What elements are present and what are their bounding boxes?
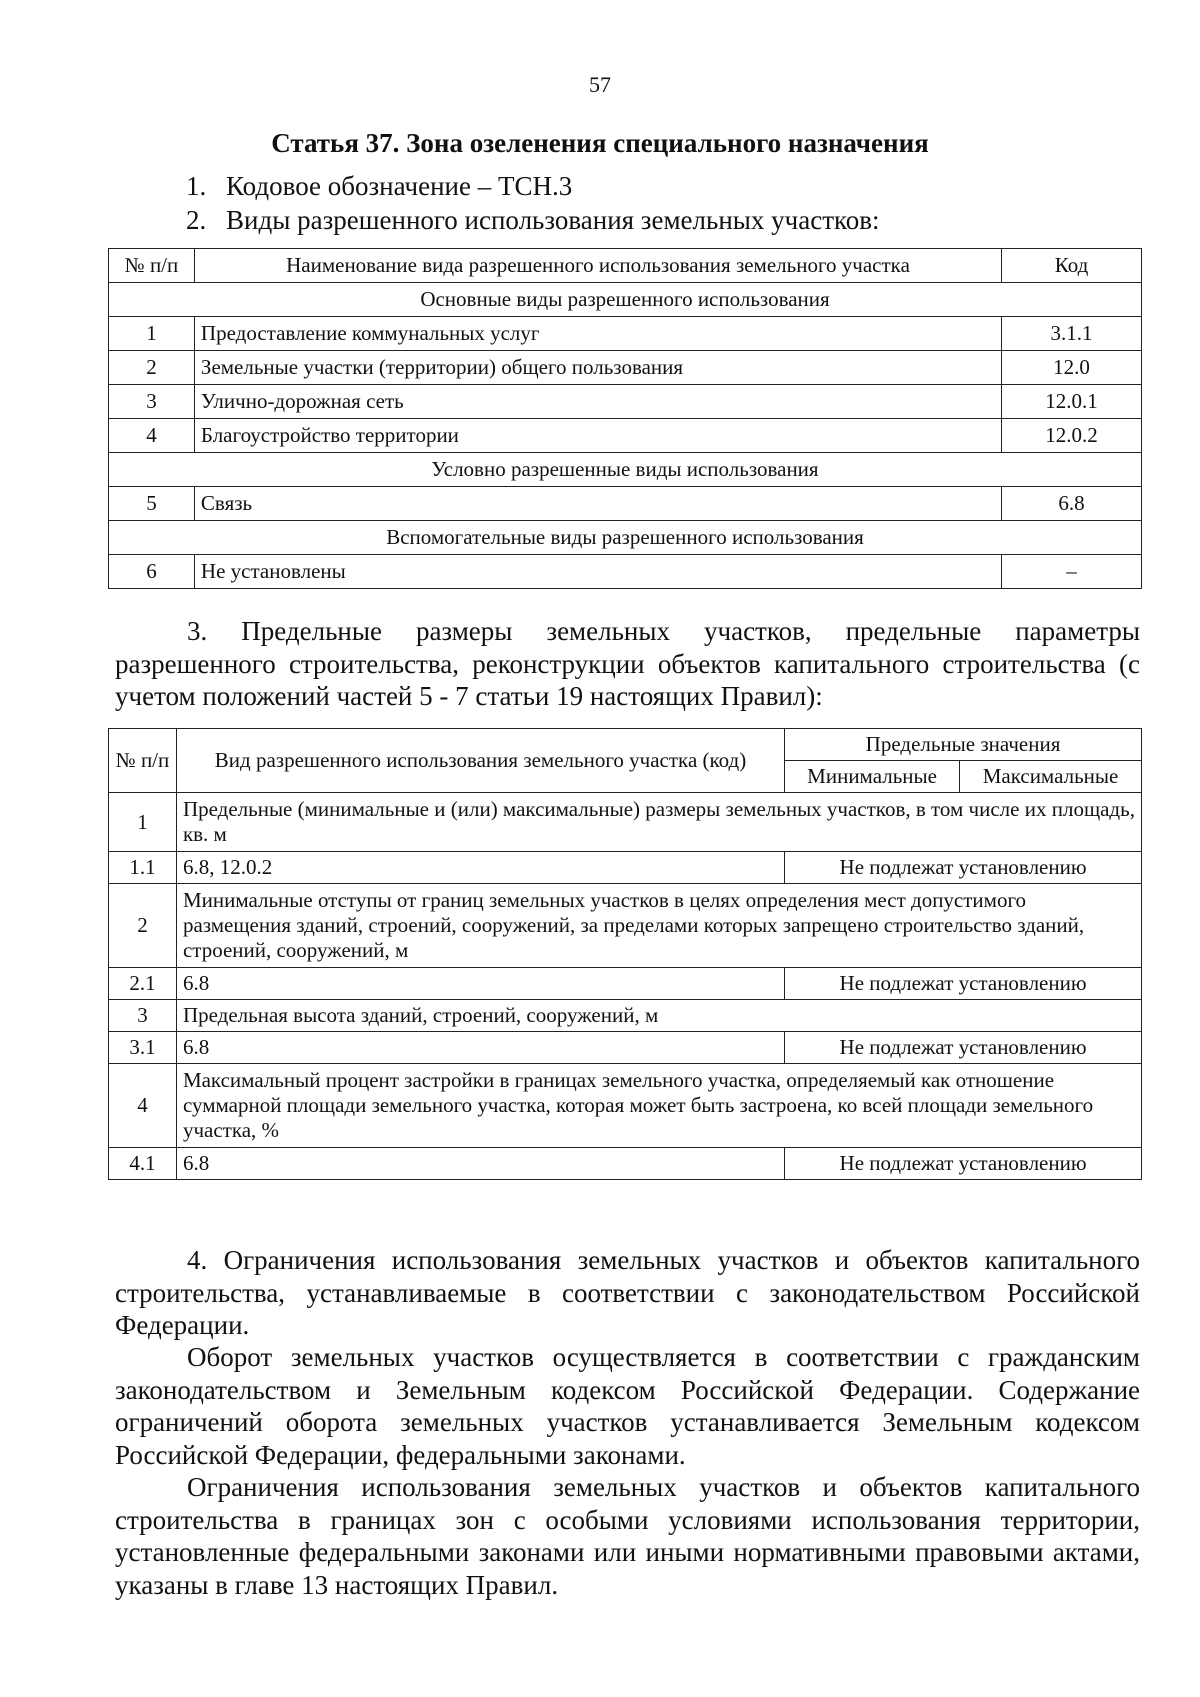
use-code: 12.0.1 [1002, 385, 1142, 419]
header-maximum: Максимальные [960, 761, 1142, 793]
table-row [109, 317, 1142, 351]
use-code: 3.1.1 [1002, 317, 1142, 351]
item-limits-paragraph: 3. Предельные размеры земельных участков, предельные параметры разрешенного строительства, реконструкции объектов капитального строительства (с учетом положений частей 5 - 7 статьи 19 настоящих Правил): [115, 616, 1140, 711]
row-number: 4 [109, 419, 195, 453]
limit-value: Не подлежат установлению [785, 968, 1142, 1000]
header-cell: Код [1002, 249, 1142, 283]
limits-table [108, 728, 1142, 1180]
use-name: Предоставление коммунальных услуг [194, 317, 1001, 351]
item-restrictions-paragraph: 4. Ограничения использования земельных участков и объектов капитального строительства, устанавливаемые в соответствии с законодательством Российской Федерации. [115, 1245, 1140, 1340]
table-row [109, 793, 1142, 852]
table-row [109, 419, 1142, 453]
row-number: 1 [109, 793, 177, 852]
item-text: Виды разрешенного использования земельных участков: [226, 205, 880, 235]
row-number: 3 [109, 385, 195, 419]
parameter-description: Минимальные отступы от границ земельных участков в целях определения мест допустимого размещения зданий, строений, сооружений, за пределами которых запрещено строительство зданий, строений, сооружений, м [176, 884, 1141, 968]
row-number: 1 [109, 317, 195, 351]
use-code: 6.8 [176, 968, 784, 1000]
header-num: № п/п [109, 729, 177, 793]
use-code: 6.8, 12.0.2 [176, 852, 784, 884]
section-conditional-label: Условно разрешенные виды использования [109, 453, 1142, 487]
zones-restrictions-paragraph: Ограничения использования земельных участков и объектов капитального строительства в границах зон с особыми условиями использования территории, установленные федеральными законами или иными нормативными правовыми актами, указаны в главе 13 настоящих Правил. [115, 1472, 1140, 1600]
header-limit-values: Предельные значения [785, 729, 1142, 761]
use-name: Благоустройство территории [194, 419, 1001, 453]
use-code: 12.0.2 [1002, 419, 1142, 453]
section-main-label: Основные виды разрешенного использования [109, 283, 1142, 317]
turnover-paragraph: Оборот земельных участков осуществляется в соответствии с гражданским законодательством и Земельным кодексом Российской Федерации. Содержание ограничений оборота земельных участков устанавливается Земельным кодексом Российской Федерации, федеральными законами. [115, 1342, 1140, 1470]
row-number: 3.1 [109, 1032, 177, 1064]
row-number: 1.1 [109, 852, 177, 884]
table-header-row [109, 729, 1142, 761]
use-name: Не установлены [194, 555, 1001, 589]
section-row [109, 453, 1142, 487]
table-row [109, 555, 1142, 589]
table-row [109, 968, 1142, 1000]
use-code: – [1002, 555, 1142, 589]
table-row [109, 852, 1142, 884]
limit-value: Не подлежат установлению [785, 852, 1142, 884]
row-number: 4.1 [109, 1148, 177, 1180]
use-code: 6.8 [1002, 487, 1142, 521]
table-row [109, 884, 1142, 968]
table-row [109, 1064, 1142, 1148]
header-use-type: Вид разрешенного использования земельного участка (код) [176, 729, 784, 793]
row-number: 2 [109, 351, 195, 385]
use-code: 6.8 [176, 1148, 784, 1180]
limit-value: Не подлежат установлению [785, 1148, 1142, 1180]
header-minimum: Минимальные [785, 761, 960, 793]
use-code: 6.8 [176, 1032, 784, 1064]
row-number: 2 [109, 884, 177, 968]
table-row [109, 385, 1142, 419]
use-name: Улично-дорожная сеть [194, 385, 1001, 419]
header-cell: Наименование вида разрешенного использования земельного участка [194, 249, 1001, 283]
row-number: 6 [109, 555, 195, 589]
header-cell: № п/п [109, 249, 195, 283]
item-number: 2. [186, 205, 207, 235]
table-row [109, 487, 1142, 521]
use-code: 12.0 [1002, 351, 1142, 385]
row-number: 2.1 [109, 968, 177, 1000]
parameter-description: Предельные (минимальные и (или) максимальные) размеры земельных участков, в том числе их площадь, кв. м [176, 793, 1141, 852]
permitted-uses-table [108, 248, 1142, 589]
table-row [109, 1032, 1142, 1064]
item-number: 1. [186, 171, 207, 201]
table-row [109, 351, 1142, 385]
section-auxiliary-label: Вспомогательные виды разрешенного использования [109, 521, 1142, 555]
table-row [109, 1000, 1142, 1032]
item-text: Кодовое обозначение – ТСН.3 [226, 171, 573, 201]
table-header-row [109, 249, 1142, 283]
row-number: 3 [109, 1000, 177, 1032]
row-number: 5 [109, 487, 195, 521]
parameter-description: Максимальный процент застройки в границах земельного участка, определяемый как отношение суммарной площади земельного участка, которая может быть застроена, ко всей площади земельного участка, % [176, 1064, 1141, 1148]
item-permitted-uses [186, 205, 880, 236]
row-number: 4 [109, 1064, 177, 1148]
article-title: Статья 37. Зона озеленения специального назначения [271, 128, 929, 158]
section-row [109, 283, 1142, 317]
use-name: Земельные участки (территории) общего пользования [194, 351, 1001, 385]
item-code-designation [186, 171, 572, 202]
limit-value: Не подлежат установлению [785, 1032, 1142, 1064]
table-row [109, 1148, 1142, 1180]
section-row [109, 521, 1142, 555]
page-number: 57 [589, 72, 611, 97]
use-name: Связь [194, 487, 1001, 521]
parameter-description: Предельная высота зданий, строений, сооружений, м [176, 1000, 1141, 1032]
